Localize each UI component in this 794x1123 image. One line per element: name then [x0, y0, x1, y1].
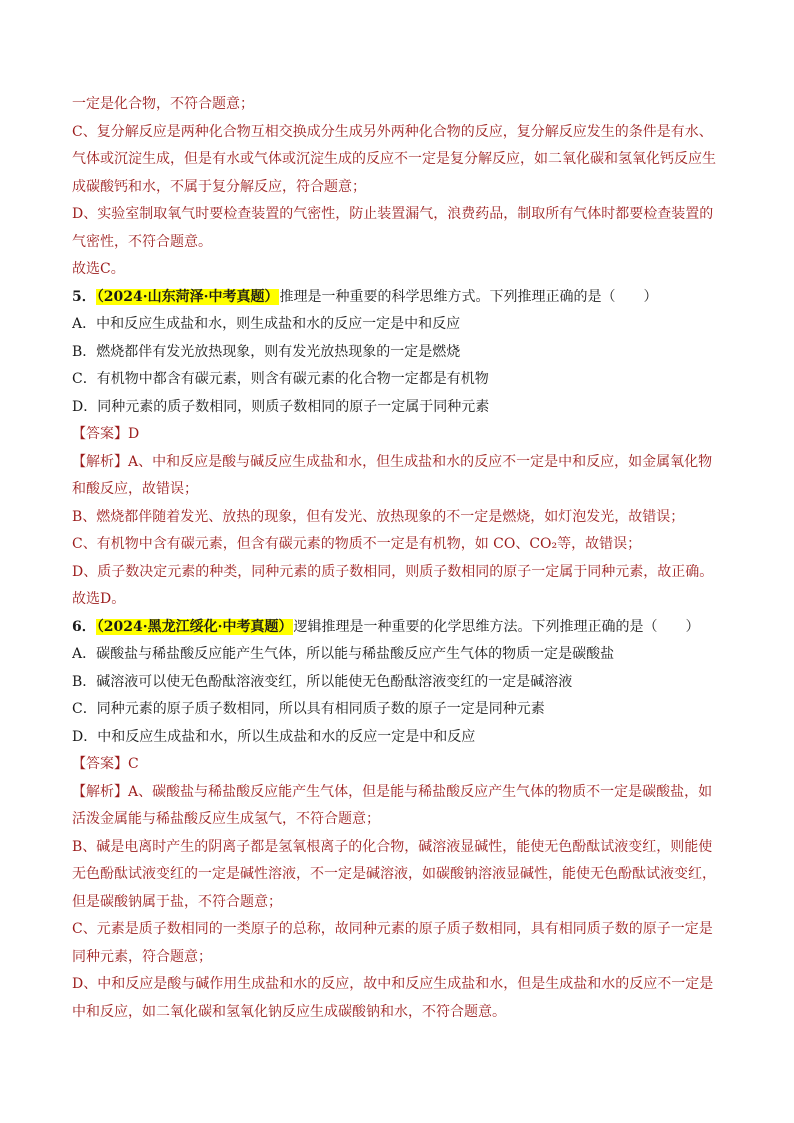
text-line: D、实验室制取氧气时要检查装置的气密性，防止装置漏气，浪费药品，制取所有气体时都要检查装置的 — [72, 206, 714, 222]
answer-label: 【答案】 — [72, 426, 128, 442]
text-line: 气体或沉淀生成，但是有水或气体或沉淀生成的反应不一定是复分解反应，如二氧化碳和氢氧化钙反应生 — [72, 151, 716, 167]
analysis-line — [72, 449, 722, 477]
question-stem — [72, 284, 722, 312]
question-6 — [72, 614, 722, 1027]
option-c: C．同种元素的原子质子数相同，所以具有相同质子数的原子一定是同种元素 — [72, 701, 545, 717]
answer-line — [72, 751, 722, 779]
text-line: C、复分解反应是两种化合物互相交换成分生成另外两种化合物的反应，复分解反应发生的条件是有水、 — [72, 123, 713, 140]
source-tag: （2024·山东菏泽·中考真题） — [96, 288, 279, 305]
option-d: D．同种元素的质子数相同，则质子数相同的原子一定属于同种元素 — [72, 398, 490, 415]
question-text: 推理是一种重要的科学思维方式。下列推理正确的是（ ） — [279, 288, 658, 305]
option-c: C．有机物中都含有碳元素，则含有碳元素的化合物一定都是有机物 — [72, 371, 489, 387]
analysis-line: 故选D。 — [72, 591, 126, 607]
document-page — [72, 91, 722, 1026]
previous-analysis-continuation — [72, 91, 722, 284]
option-b: B．燃烧都伴有发光放热现象，则有发光放热现象的一定是燃烧 — [72, 343, 461, 360]
source-tag: （2024·黑龙江绥化·中考真题） — [96, 618, 293, 635]
analysis-line: 和酸反应，故错误； — [72, 481, 198, 497]
analysis-text: A、碳酸盐与稀盐酸反应能产生气体，但是能与稀盐酸反应产生气体的物质不一定是碳酸盐，如 — [128, 783, 713, 800]
analysis-line: 但是碳酸钠属于盐，不符合题意； — [72, 893, 282, 910]
analysis-line: 同种元素，符合题意； — [72, 948, 212, 965]
analysis-line: D、中和反应是酸与碱作用生成盐和水的反应，故中和反应生成盐和水，但是生成盐和水的反应不一定是 — [72, 976, 714, 992]
answer-value: C — [128, 756, 139, 772]
answer-value: D — [128, 426, 140, 442]
question-stem — [72, 614, 722, 642]
analysis-line: C、元素是质子数相同的一类原子的总称，故同种元素的原子质子数相同，具有相同质子数的原子一定是 — [72, 921, 713, 937]
answer-label: 【答案】 — [72, 756, 128, 772]
analysis-line — [72, 779, 722, 807]
analysis-label: 【解析】 — [72, 453, 128, 470]
analysis-line: 无色酚酞试液变红的一定是碱性溶液，不一定是碱溶液，如碳酸钠溶液显碱性，能使无色酚酞试液变红， — [72, 866, 716, 882]
option-a: A．碳酸盐与稀盐酸反应能产生气体，所以能与稀盐酸反应产生气体的物质一定是碳酸盐 — [72, 646, 615, 662]
analysis-text: A、中和反应是酸与碱反应生成盐和水，但生成盐和水的反应不一定是中和反应，如金属氧化物 — [128, 453, 713, 470]
analysis-line: D、质子数决定元素的种类，同种元素的质子数相同，则质子数相同的原子一定属于同种元素，故正确。 — [72, 563, 714, 580]
analysis-line: 活泼金属能与稀盐酸反应生成氢气，不符合题意； — [72, 811, 380, 827]
text-line: 气密性，不符合题意。 — [72, 233, 212, 250]
option-d: D．中和反应生成盐和水，所以生成盐和水的反应一定是中和反应 — [72, 728, 476, 745]
question-number: 5． — [72, 288, 96, 305]
question-number: 6． — [72, 618, 96, 635]
text-line: 一定是化合物，不符合题意； — [72, 96, 254, 112]
question-text: 逻辑推理是一种重要的化学思维方法。下列推理正确的是（ ） — [293, 618, 700, 635]
analysis-line: C、有机物中含有碳元素，但含有碳元素的物质不一定是有机物，如 CO、CO₂等，故错误； — [72, 536, 642, 552]
option-b: B．碱溶液可以使无色酚酞溶液变红，所以能使无色酚酞溶液变红的一定是碱溶液 — [72, 673, 573, 690]
analysis-line: 中和反应，如二氧化碳和氢氧化钠反应生成碳酸钠和水，不符合题意。 — [72, 1003, 506, 1020]
text-line: 成碳酸钙和水，不属于复分解反应，符合题意； — [72, 178, 366, 195]
text-line: 故选C。 — [72, 261, 125, 277]
analysis-line: B、碱是电离时产生的阴离子都是氢氧根离子的化合物，碱溶液显碱性，能使无色酚酞试液变红，则能使 — [72, 838, 713, 855]
answer-line — [72, 421, 722, 449]
question-5 — [72, 284, 722, 614]
analysis-line: B、燃烧都伴随着发光、放热的现象，但有发光、放热现象的不一定是燃烧，如灯泡发光，故错误； — [72, 508, 685, 525]
analysis-label: 【解析】 — [72, 783, 128, 800]
option-a: A．中和反应生成盐和水，则生成盐和水的反应一定是中和反应 — [72, 316, 461, 332]
